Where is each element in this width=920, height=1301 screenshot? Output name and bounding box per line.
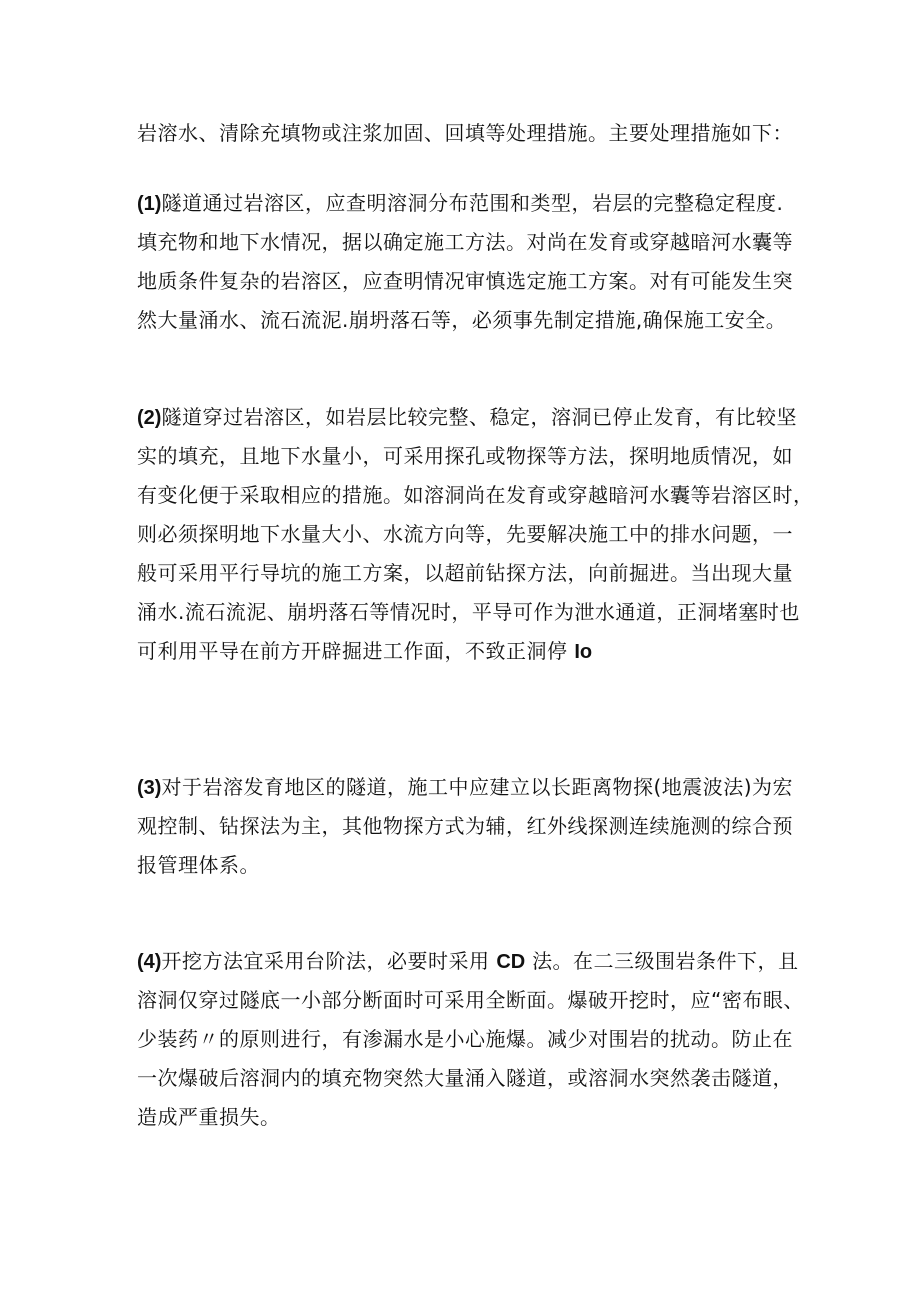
paragraph-3 [137,768,797,885]
text-segment: CD [496,951,526,973]
text-line: 涌水.流石流泥、崩坍落石等情况时，平导可作为泄水通道，正洞堵塞时也 [137,600,800,624]
text-segment: 对于岩溶发育地区的隧道，施工中应建立以长距离物探(地震波法)为宏 [161,775,794,799]
text-segment: 隧道穿过岩溶区，如岩层比较完整、稳定，溶洞已停止发育，有比较坚 [161,405,797,429]
text-line: 有变化便于采取相应的措施。如溶洞尚在发育或穿越暗河水囊等岩溶区时， [137,483,814,507]
text-line [137,942,797,981]
text-line: 则必须探明地下水量大小、水流方向等，先要解决施工中的排水问题，一 [137,522,793,546]
intro-paragraph [137,114,797,153]
text-line: 少装药〃的原则进行，有渗漏水是小心施爆。减少对围岩的扰动。防止在 [137,1027,793,1051]
text-line: 观控制、钻探法为主，其他物探方式为辅，红外线探测连续施测的综合预 [137,814,793,838]
text-line [137,632,797,671]
text-line: 般可采用平行导坑的施工方案，以超前钻探方法，向前掘进。当出现大量 [137,561,793,585]
text-line: 一次爆破后溶洞内的填充物突然大量涌入隧道，或溶洞水突然袭击隧道， [137,1066,793,1090]
paragraph-number: (3) [137,777,162,799]
text-segment: 可利用平导在前方开辟掘进工作面，不致正洞停 [137,639,568,663]
paragraph-4 [137,942,804,1137]
text-line [137,184,797,223]
paragraph-number: (2) [137,407,162,429]
paragraph-number: (1) [137,193,162,215]
paragraph-number: (4) [137,951,162,973]
text-line: 溶洞仅穿过隧底一小部分断面时可采用全断面。爆破开挖时，应“密布眼、 [137,988,804,1012]
text-line [137,768,797,807]
text-line: 造成严重损失。 [137,1105,281,1129]
text-line: 填充物和地下水情况，据以确定施工方法。对尚在发育或穿越暗河水囊等 [137,230,793,254]
text-line: 实的填充，且地下水量小，可采用探孔或物探等方法，探明地质情况，如 [137,444,793,468]
paragraph-2 [137,398,814,671]
text-line: 然大量涌水、流石流泥.崩坍落石等，必须事先制定措施,确保施工安全。 [137,308,787,332]
text-segment: Io [574,641,593,663]
text-segment: 隧道通过岩溶区，应查明溶洞分布范围和类型，岩层的完整稳定程度. [161,191,784,215]
text-segment: 法。在二三级围岩条件下，且 [532,949,799,973]
text-line: 岩溶水、清除充填物或注浆加固、回填等处理措施。主要处理措施如下： [137,121,793,145]
text-line: 地质条件复杂的岩溶区，应查明情况审慎选定施工方案。对有可能发生突 [137,269,793,293]
text-line: 报管理体系。 [137,853,260,877]
paragraph-1 [137,184,797,340]
text-line [137,398,797,437]
text-segment: 开挖方法宜采用台阶法，必要时采用 [161,949,490,973]
